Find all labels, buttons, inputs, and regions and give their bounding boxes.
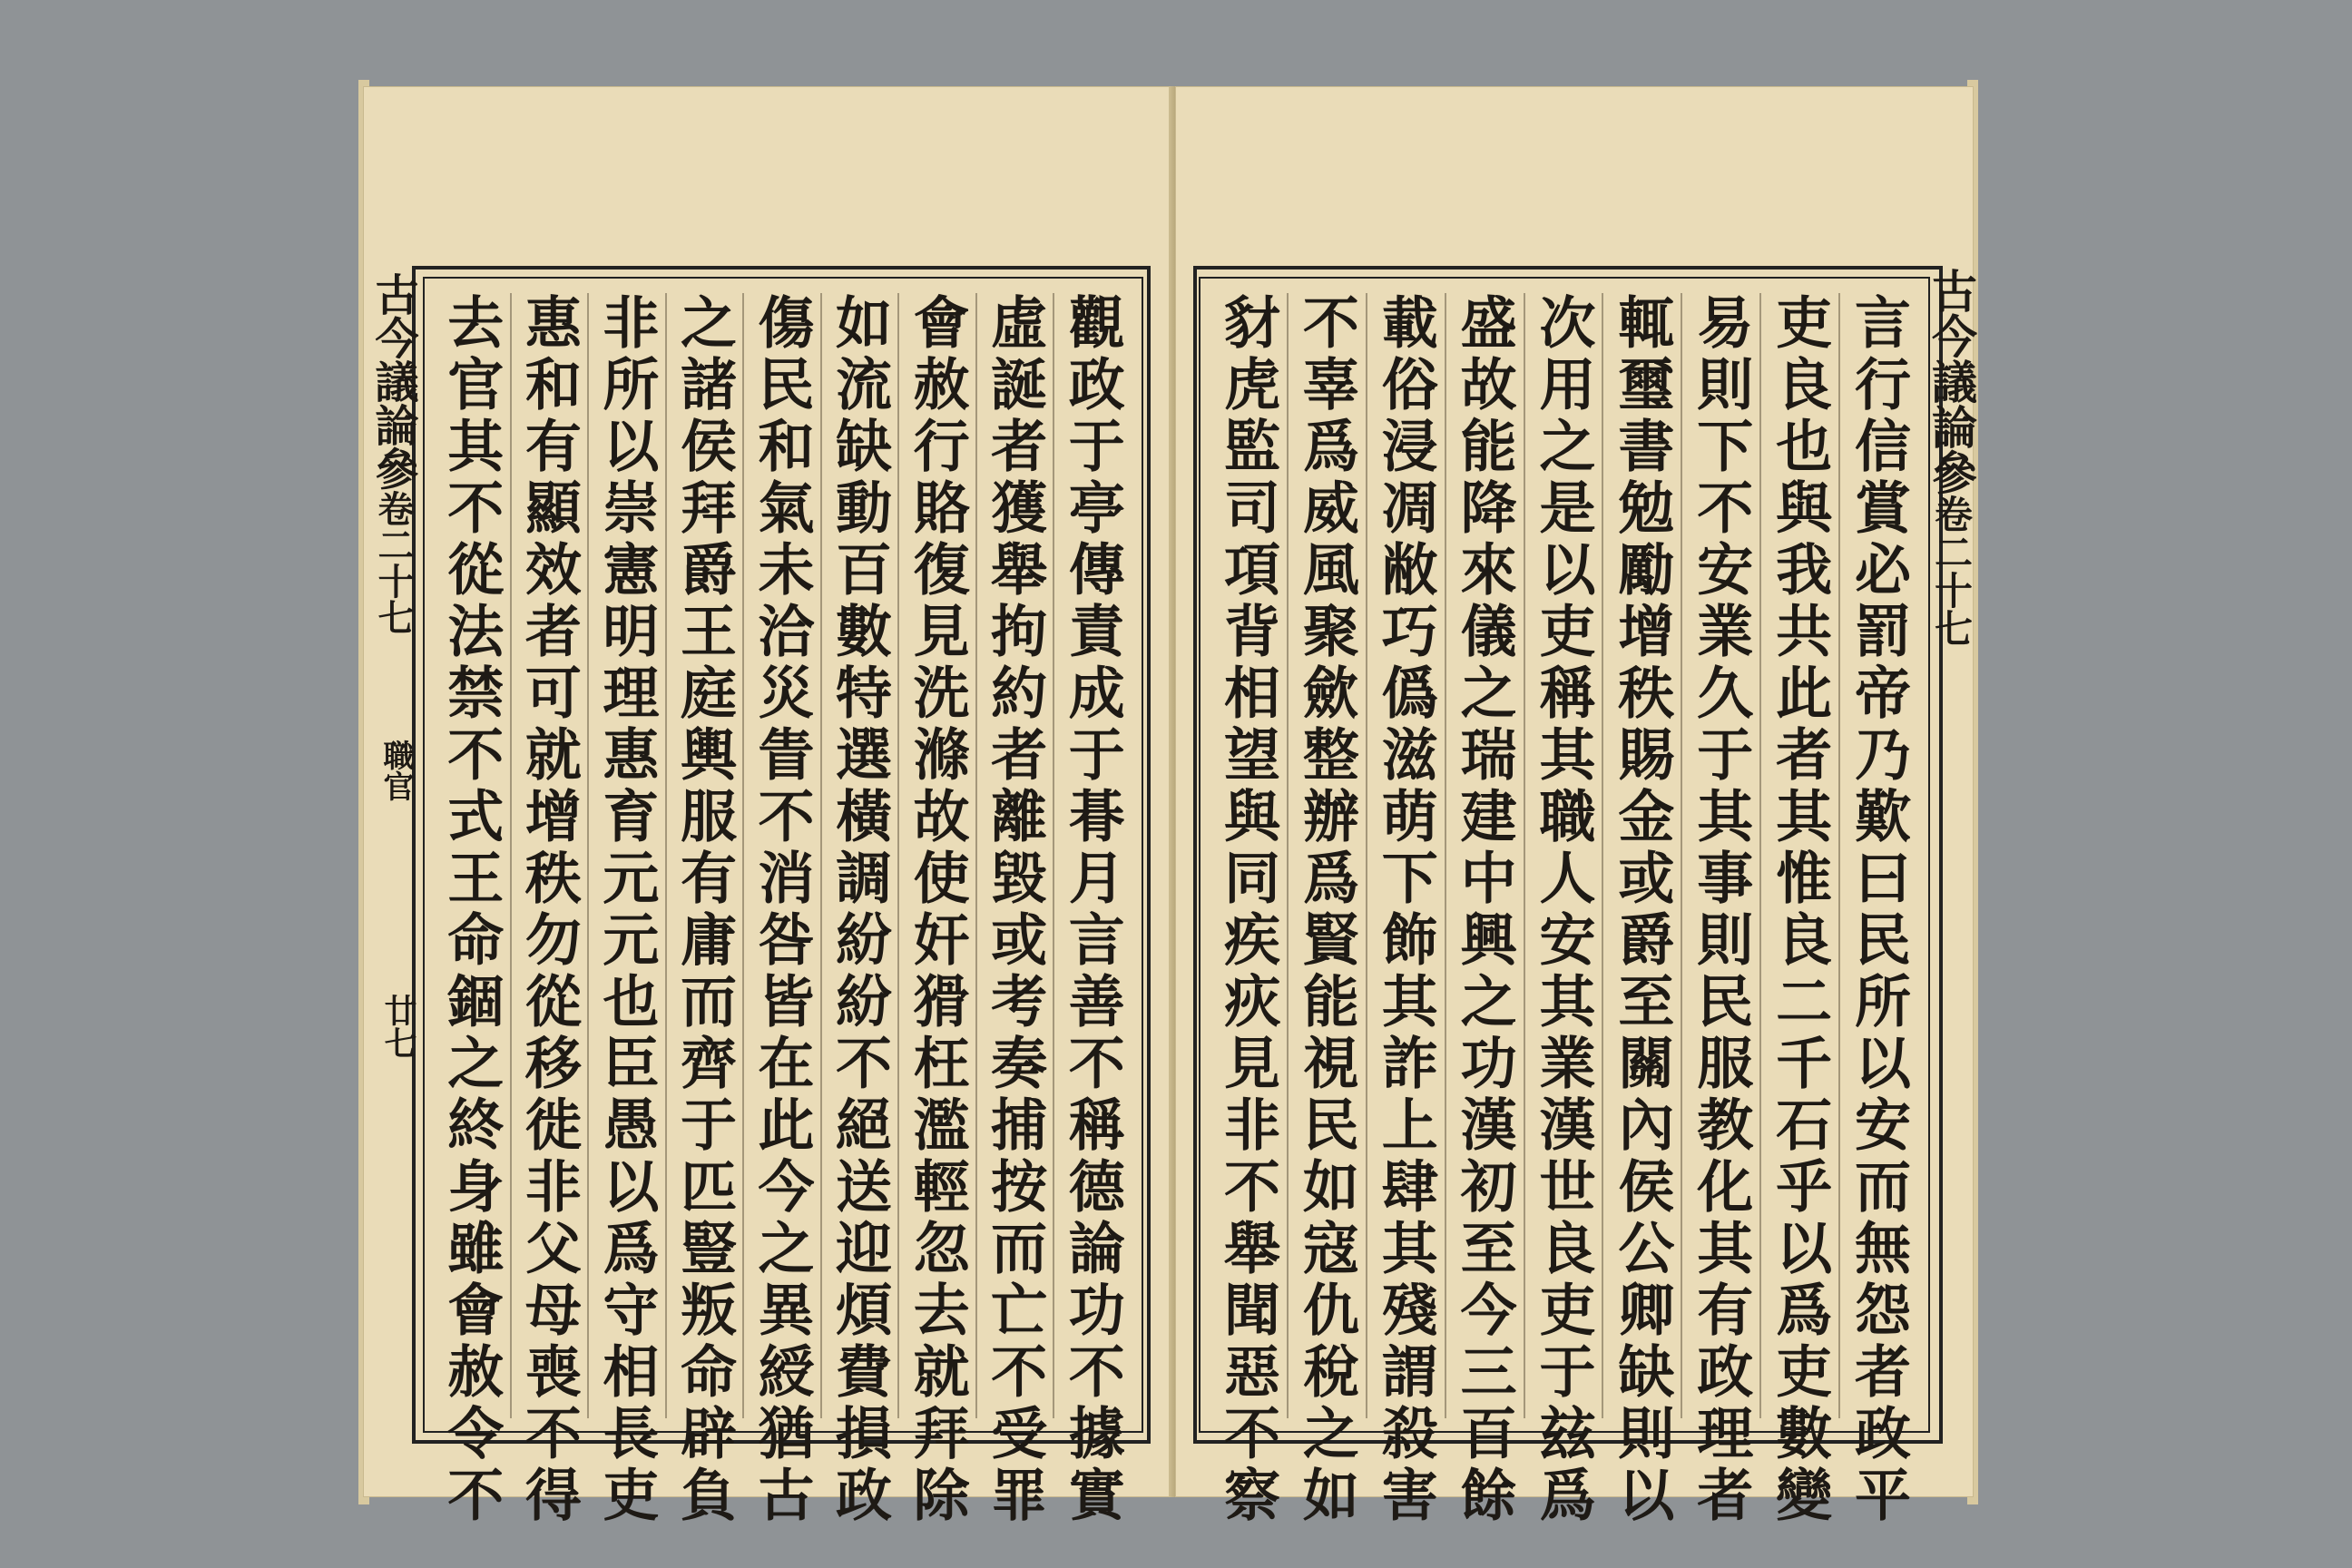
- right-column-rule: [1287, 293, 1289, 1418]
- left-column-text: 觀政于亭傳責成于朞月言善不稱德論功不據實: [1059, 293, 1126, 1527]
- left-header-volume: 卷二十七: [372, 490, 415, 635]
- right-column-text: 次用之是以吏稱其職人安其業漢世良吏于玆爲: [1530, 293, 1596, 1527]
- right-column-rule: [1838, 293, 1840, 1418]
- left-page: [363, 86, 1175, 1527]
- right-column-rule: [1366, 293, 1367, 1418]
- right-column-rule: [1602, 293, 1603, 1418]
- right-text-column-1: [1845, 293, 1912, 1527]
- left-text-column-2: [981, 293, 1048, 1527]
- right-column-text: 盛故能降來儀之瑞建中興之功漢初至今三百餘: [1451, 293, 1518, 1527]
- right-header-volume: 卷二十七: [1929, 495, 1974, 647]
- left-column-rule: [1053, 293, 1054, 1418]
- left-column-text: 之諸侯拜爵王庭輿服有庸而齊于匹豎叛命辟負: [671, 293, 738, 1527]
- right-column-text: 載俗浸凋敝巧僞滋萌下飾其詐上肆其殘謂殺害: [1372, 293, 1439, 1527]
- right-text-columns: [1208, 293, 1917, 1527]
- right-text-column-6: [1451, 293, 1518, 1527]
- right-column-text: 不辜爲威風聚歛整辦爲賢能視民如寇仇稅之如: [1293, 293, 1360, 1527]
- left-text-column-5: [749, 293, 815, 1527]
- right-column-text: 輒璽書勉勵增秩賜金或爵至關內侯公卿缺則以: [1608, 293, 1675, 1527]
- left-column-text: 虛誕者獲舉拘約者離毀或考奏捕按而亡不受罪: [981, 293, 1048, 1527]
- right-column-rule: [1759, 293, 1761, 1418]
- left-column-rule: [897, 293, 899, 1418]
- right-text-column-9: [1214, 293, 1281, 1527]
- right-text-column-5: [1530, 293, 1596, 1527]
- left-column-rule: [975, 293, 977, 1418]
- left-text-column-4: [826, 293, 893, 1527]
- right-column-text: 豺虎監司項背相望與同疾疢見非不舉聞惡不察: [1214, 293, 1281, 1527]
- right-column-text: 言行信賞必罰帝乃歎曰民所以安而無怨者政平: [1845, 293, 1912, 1527]
- right-text-column-3: [1687, 293, 1754, 1527]
- left-text-column-3: [904, 293, 971, 1527]
- right-page: [1175, 86, 1978, 1527]
- right-text-column-8: [1293, 293, 1360, 1527]
- left-column-text: 如流缺動百數特選橫調紛紛不絕送迎煩費損政: [826, 293, 893, 1527]
- left-text-column-6: [671, 293, 738, 1527]
- left-text-column-8: [515, 293, 583, 1527]
- right-text-column-4: [1608, 293, 1675, 1527]
- left-column-text: 非所以崇憲明理惠育元元也臣愚以爲守相長吏: [593, 293, 660, 1527]
- right-page-margin-header: [1925, 268, 1978, 647]
- left-column-rule: [587, 293, 589, 1418]
- left-header-title: 古今議論參: [368, 272, 418, 490]
- right-text-column-7: [1372, 293, 1439, 1527]
- left-text-column-7: [593, 293, 660, 1527]
- right-text-column-2: [1766, 293, 1833, 1527]
- left-column-rule: [665, 293, 667, 1418]
- left-text-column-1: [1059, 293, 1126, 1527]
- right-column-rule: [1524, 293, 1525, 1418]
- left-folio-number: 廿七: [379, 994, 417, 1059]
- right-header-title: 古今議論參: [1925, 268, 1978, 495]
- left-column-rule: [820, 293, 822, 1418]
- left-section-label: 職官: [377, 740, 414, 801]
- left-column-text: 去官其不從法禁不式王命錮之終身雖會赦令不: [437, 293, 505, 1527]
- left-column-text: 傷民和氣未洽災眚不消咎皆在此今之異綬猶古: [749, 293, 815, 1527]
- left-text-columns: [432, 293, 1131, 1527]
- right-column-rule: [1681, 293, 1682, 1418]
- left-page-margin-header: [370, 272, 416, 635]
- left-column-text: 會赦行賂復見洗滌故使奸猾枉濫輕忽去就拜除: [904, 293, 971, 1527]
- left-column-text: 惠和有顯效者可就增秩勿從移徙非父母喪不得: [515, 293, 583, 1527]
- right-column-text: 易則下不安業久于其事則民服教化其有政理者: [1687, 293, 1754, 1527]
- right-column-rule: [1445, 293, 1446, 1418]
- right-column-text: 吏良也與我共此者其惟良二千石乎以爲吏數變: [1766, 293, 1833, 1527]
- left-column-rule: [742, 293, 744, 1418]
- left-column-rule: [510, 293, 512, 1418]
- left-text-column-9: [437, 293, 505, 1527]
